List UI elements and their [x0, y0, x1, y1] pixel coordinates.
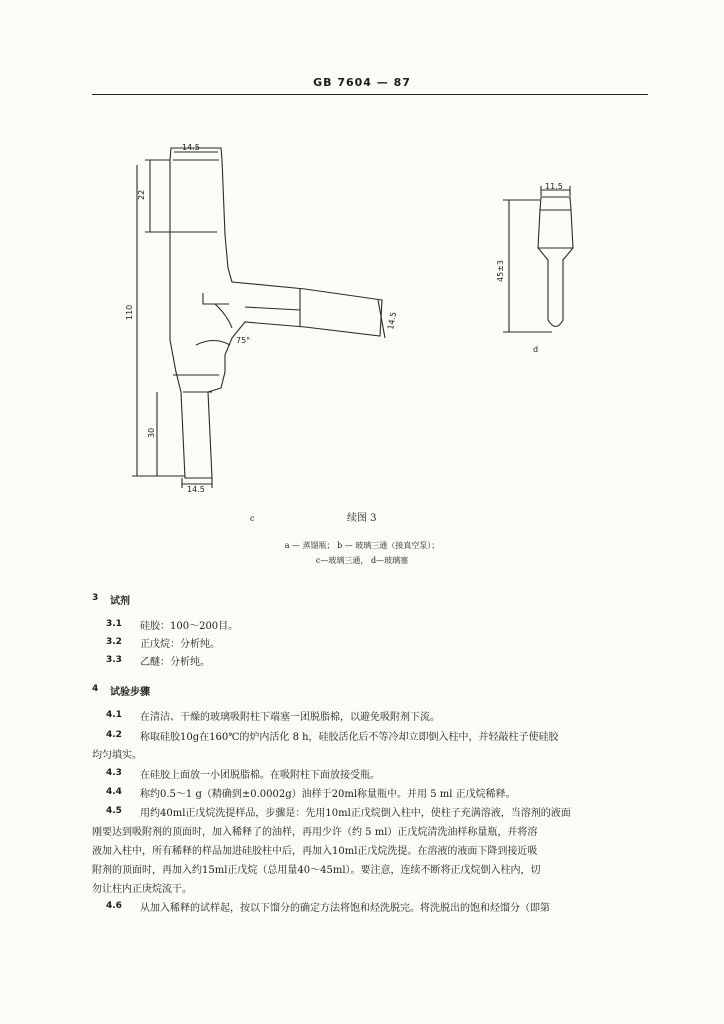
dim-d-width-label: 11.5 [545, 182, 563, 191]
item-4-6-text: 从加入稀释的试样起，按以下馏分的确定方法将饱和烃洗脱完。将洗脱出的饱和烃馏分（即第 [140, 903, 550, 914]
item-4-2-text-cont: 均匀填实。 [92, 750, 142, 761]
section3-title: 试剂 [110, 596, 130, 607]
item-4-3-number: 4.3 [106, 768, 122, 778]
item-4-5-number: 4.5 [106, 806, 122, 816]
dim-top-length [145, 160, 176, 232]
adapter-c-side-joint [245, 289, 300, 327]
figure-caption: 续图 3 [347, 513, 377, 524]
stopper-d-inner [538, 210, 573, 248]
item-4-2-text: 称取硅胶10g在160℃的炉内活化 8 h，硅胶活化后不等冷却立即倒入柱中，并轻敲柱子使硅胶 [140, 732, 559, 743]
item-4-5-text-cont2: 液加入柱中，所有稀释的样品加进硅胶柱中后，再加入10ml正戊烷洗提。在溶液的液面下降到接近吸 [92, 846, 538, 857]
dim-top-length-label: 22 [137, 189, 146, 200]
dim-bottom-width-label: 14.5 [187, 485, 205, 494]
item-4-2-number: 4.2 [106, 730, 122, 740]
item-4-5-text-cont4: 勿让柱内正庚烷流干。 [92, 884, 192, 895]
dim-angle-arc [196, 341, 230, 346]
figure-legend-line2: c—玻璃三通， d—玻璃塞 [315, 556, 409, 565]
dim-total-length-label: 110 [125, 304, 134, 320]
adapter-c-outline [170, 148, 382, 478]
item-4-6-number: 4.6 [106, 901, 122, 911]
page-header: GB 7604 — 87 [313, 76, 411, 89]
item-4-5-text-cont1: 刚要达到吸附剂的顶面时，加入稀释了的油样，再用少许（约 5 ml）正戊烷清洗油样称量瓶，并将溶 [92, 827, 538, 838]
item-3-1-text: 硅胶：100～200目。 [140, 621, 239, 632]
item-4-1-number: 4.1 [106, 710, 122, 720]
stopper-d-outline [538, 197, 573, 327]
dim-d-length [503, 200, 552, 332]
item-4-5-text: 用约40ml正戊烷洗提样品，步骤是：先用10ml正戊烷倒入柱中，使柱子充满溶液，当溶剂的液面 [140, 808, 571, 819]
item-3-3-number: 3.3 [106, 655, 122, 665]
item-4-5-text-cont3: 附剂的顶面时，再加入约15ml正戊烷（总用量40～45ml）。要注意，连续不断将正戊烷倒入柱内，切 [92, 865, 541, 876]
section4-number: 4 [92, 684, 99, 694]
dim-d-length-label: 45±3 [496, 260, 505, 282]
dim-bottom-length-label: 30 [147, 427, 156, 438]
label-c: c [250, 514, 255, 523]
dim-side-width-label: 14.5 [386, 311, 399, 331]
dim-top-width-label: 14.5 [182, 143, 200, 152]
figure-legend-line1: a — 蒸馏瓶； b — 玻璃三通（接真空泵）； [284, 541, 440, 550]
section3-number: 3 [92, 593, 99, 603]
label-d: d [533, 345, 539, 354]
item-3-2-text: 正戊烷：分析纯。 [140, 639, 220, 650]
item-4-1-text: 在清洁、干燥的玻璃吸附柱下端塞一团脱脂棉，以避免吸附剂下流。 [140, 712, 440, 723]
item-4-4-text: 称约0.5～1 g（精确到±0.0002g）油样于20ml称量瓶中。并用 5 ml 正戊烷稀释。 [140, 789, 516, 800]
section4-title: 试验步骤 [110, 687, 150, 698]
item-3-3-text: 乙醚：分析纯。 [140, 657, 210, 668]
item-3-2-number: 3.2 [106, 637, 122, 647]
dim-angle-label: 75° [236, 336, 251, 345]
item-4-4-number: 4.4 [106, 787, 122, 797]
dim-total-length [132, 165, 185, 476]
item-3-1-number: 3.1 [106, 619, 122, 629]
item-4-3-text: 在硅胶上面放一小团脱脂棉。在吸附柱下面放接受瓶。 [140, 770, 380, 781]
